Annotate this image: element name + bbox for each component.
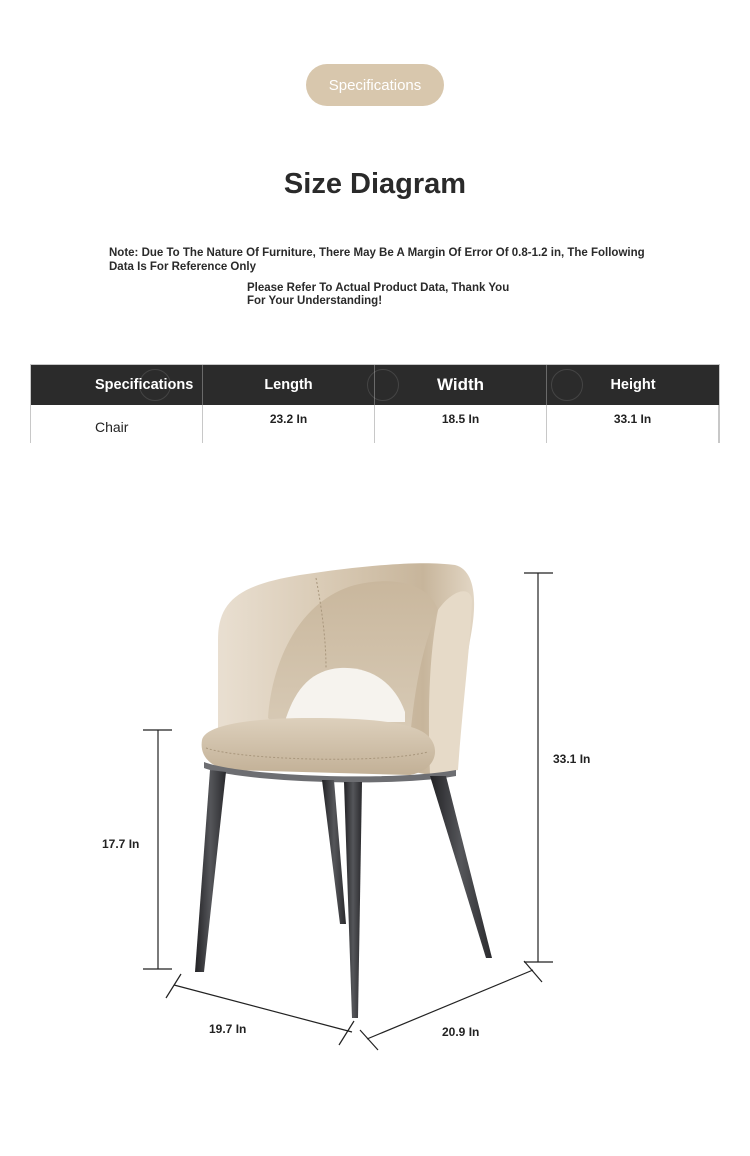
header-label: Specifications	[95, 377, 194, 393]
height-label: 33.1 In	[553, 752, 591, 766]
chair-leg-front-center	[344, 782, 362, 1018]
width-label: 20.9 In	[442, 1025, 480, 1039]
reference-note: Please Refer To Actual Product Data, Thank You For Your Understanding!	[247, 282, 510, 307]
seat-height-label: 17.7 In	[102, 837, 140, 851]
cell-product: Chair	[31, 405, 203, 443]
page-title: Size Diagram	[283, 168, 467, 200]
chair-seat	[202, 718, 435, 775]
header-label: Width	[436, 375, 485, 394]
chair-leg-back-left	[322, 780, 346, 924]
depth-label: 19.7 In	[209, 1022, 247, 1036]
seat-height-dimension-line	[143, 730, 172, 969]
height-dimension-line	[524, 573, 553, 962]
error-margin-note: Note: Due To The Nature Of Furniture, There May Be A Margin Of Error Of 0.8-1.2 in, The Following Data Is For Reference Only	[109, 247, 645, 273]
chair-leg-front-right	[430, 776, 492, 958]
cell-height: 33.1 In	[547, 405, 719, 443]
cell-length: 23.2 In	[203, 405, 375, 443]
depth-dimension-line	[166, 974, 354, 1045]
cell-width: 18.5 In	[375, 405, 547, 443]
chair-leg-front-left	[195, 770, 226, 972]
header-label: Height	[610, 377, 656, 393]
header-label: Length	[264, 377, 313, 393]
chair-illustration	[195, 563, 492, 1018]
specifications-badge: Specifications	[306, 64, 444, 106]
